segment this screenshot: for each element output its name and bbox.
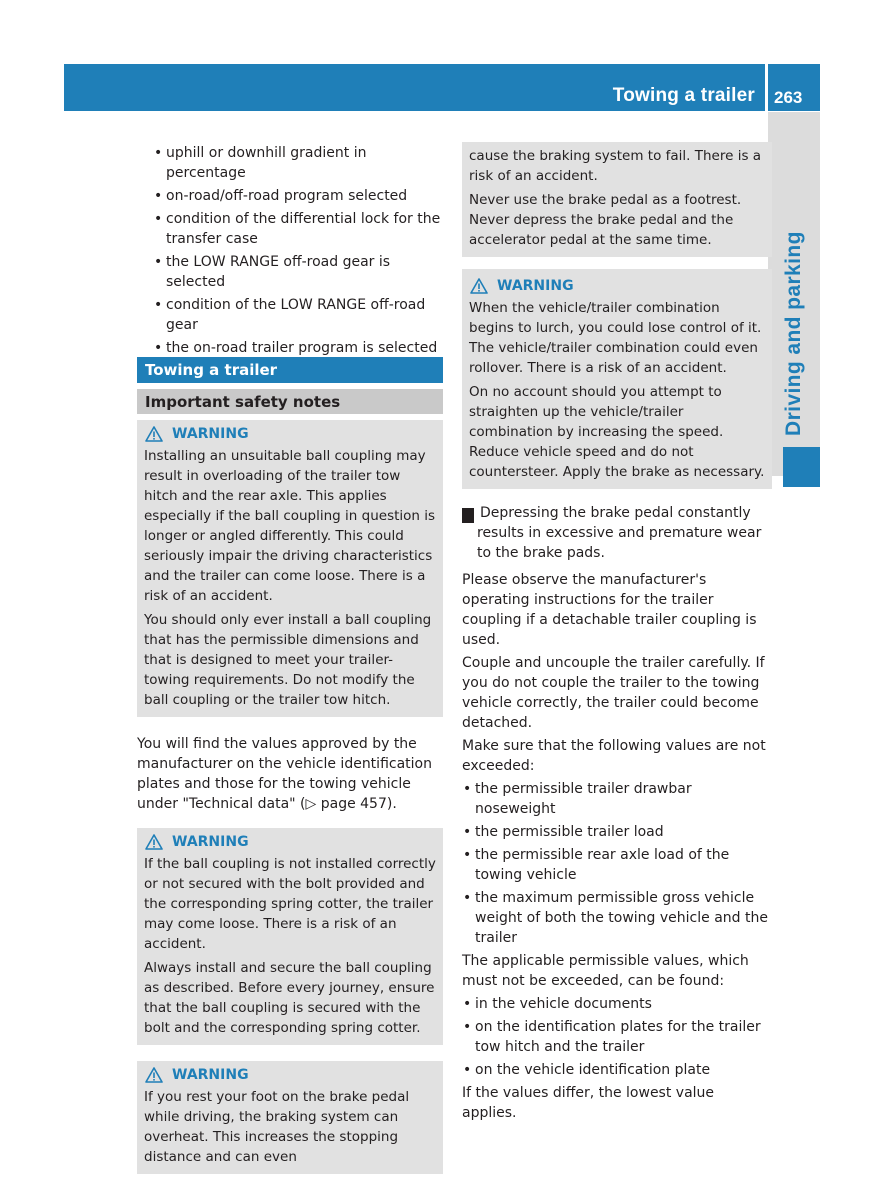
warning-text: On no account should you attempt to straighten up the vehicle/trailer combination by increasing the speed. Reduce vehicle speed and do not countersteer. Apply the brake as necessary.	[469, 384, 765, 480]
warning-text: If you rest your foot on the brake pedal while driving, the braking system can overheat. This increases the stopping distance and can even	[144, 1089, 410, 1165]
body-paragraph: If the values differ, the lowest value applies.	[462, 1085, 715, 1121]
warning-label: WARNING	[172, 834, 249, 850]
warning-box	[137, 1061, 443, 1174]
header-bar	[64, 64, 765, 111]
warning-label: WARNING	[172, 426, 249, 442]
section-heading: Towing a trailer	[137, 357, 443, 383]
warning-box	[137, 420, 443, 717]
warning-text: When the vehicle/trailer combination begins to lurch, you could lose control of it. The vehicle/trailer combination could even rollover. There is a risk of an accident.	[469, 300, 762, 376]
body-paragraph: The applicable permissible values, which must not be exceeded, can be found:	[462, 953, 749, 989]
limit-values-list	[462, 779, 772, 948]
body-paragraph: Make sure that the following values are not exceeded:	[462, 738, 766, 774]
list-item: • on the identification plates for the trailer tow hitch and the trailer	[462, 1017, 772, 1057]
warning-text: Installing an unsuitable ball coupling may result in overloading of the trailer tow hitch and the rear axle. This applies especially if the ball coupling in question is longer or angled differently. This could seriously impair the driving characteristics and the trailer can come loose. There is a risk of an accident.	[144, 448, 436, 604]
page-number-box	[768, 64, 820, 111]
list-item: • uphill or downhill gradient in percentage	[153, 143, 443, 183]
warning-text: cause the braking system to fail. There is a risk of an accident.	[469, 148, 762, 184]
warning-text: You should only ever install a ball coupling that has the permissible dimensions and that is designed to meet your trailer-towing requirements. Do not modify the ball coupling or the trailer tow hitch.	[144, 612, 432, 708]
warning-title	[145, 424, 436, 444]
chapter-marker-block	[783, 447, 820, 487]
page-number: 263	[774, 88, 803, 107]
warning-title	[145, 832, 436, 852]
warning-box-continued	[462, 142, 772, 257]
list-item: • condition of the differential lock for the transfer case	[153, 209, 443, 249]
body-paragraph: Please observe the manufacturer's operating instructions for the trailer coupling if a detachable trailer coupling is used.	[462, 572, 757, 648]
list-item: • on-road/off-road program selected	[153, 186, 443, 206]
warning-triangle-icon	[145, 1067, 163, 1083]
warning-title	[470, 276, 765, 296]
notice-text: Depressing the brake pedal constantly results in excessive and premature wear to the brake pads.	[477, 505, 762, 561]
value-sources-list	[462, 994, 772, 1080]
list-item: • the permissible trailer load	[462, 822, 772, 842]
warning-box	[462, 269, 772, 489]
warning-triangle-icon	[145, 834, 163, 850]
body-paragraph: You will find the values approved by the manufacturer on the vehicle identification plates and those for the towing vehicle under "Technical data" (▷ page 457).	[137, 736, 432, 812]
notice-paragraph	[457, 503, 772, 563]
notice-exclamation-icon: !	[462, 508, 474, 523]
condition-bullet-list	[153, 143, 443, 358]
warning-title	[145, 1065, 436, 1085]
warning-text: If the ball coupling is not installed correctly or not secured with the bolt provided and the corresponding spring cotter, the trailer may come loose. There is a risk of an accident.	[144, 856, 436, 952]
warning-triangle-icon	[470, 278, 488, 294]
list-item: • the permissible rear axle load of the towing vehicle	[462, 845, 772, 885]
chapter-side-tab	[768, 112, 820, 476]
list-item: • the permissible trailer drawbar noseweight	[462, 779, 772, 819]
warning-box	[137, 828, 443, 1045]
chapter-side-tab-label: Driving and parking	[782, 231, 805, 436]
list-item: • the maximum permissible gross vehicle weight of both the towing vehicle and the trailer	[462, 888, 772, 948]
warning-triangle-icon	[145, 426, 163, 442]
warning-text: Never use the brake pedal as a footrest. Never depress the brake pedal and the accelerator pedal at the same time.	[469, 192, 742, 248]
list-item: • condition of the LOW RANGE off-road gear	[153, 295, 443, 335]
left-column	[137, 143, 443, 361]
list-item: • on the vehicle identification plate	[462, 1060, 772, 1080]
right-column	[457, 142, 772, 1126]
list-item: • the LOW RANGE off-road gear is selected	[153, 252, 443, 292]
warning-label: WARNING	[172, 1067, 249, 1083]
left-column-section	[137, 357, 443, 1174]
warning-label: WARNING	[497, 278, 574, 294]
list-item: • the on-road trailer program is selected	[153, 338, 443, 358]
warning-text: Always install and secure the ball coupling as described. Before every journey, ensure that the ball coupling is secured with the bolt and the corresponding spring cotter.	[144, 960, 435, 1036]
body-paragraph: Couple and uncouple the trailer carefully. If you do not couple the trailer to the towing vehicle correctly, the trailer could become detached.	[462, 655, 765, 731]
running-header-title: Towing a trailer	[612, 85, 755, 106]
list-item: • in the vehicle documents	[462, 994, 772, 1014]
subsection-heading: Important safety notes	[137, 389, 443, 414]
